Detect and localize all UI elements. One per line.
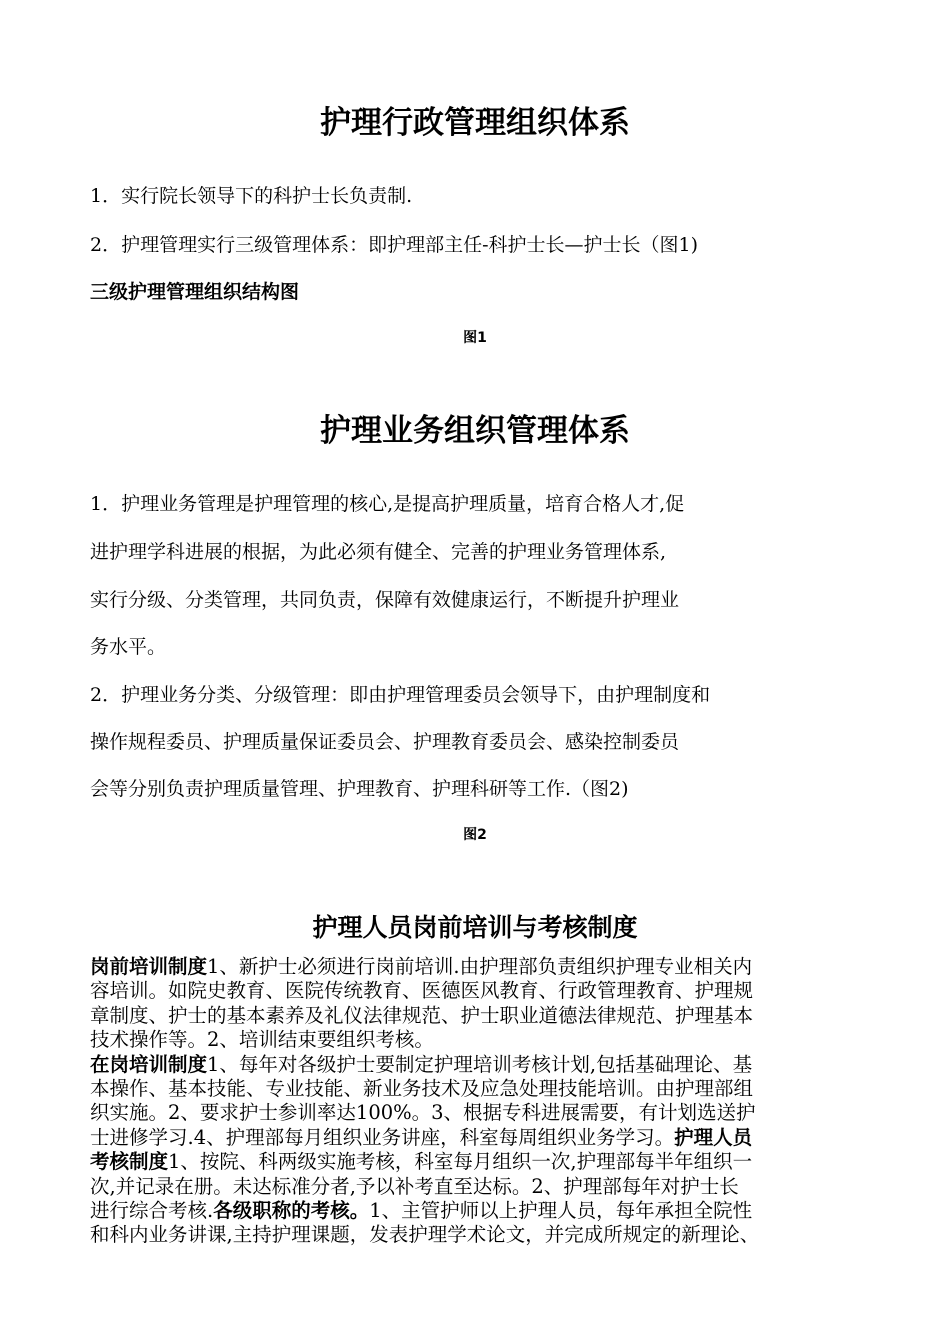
body-line: 进行综合考核.各级职称的考核。1、主管护师以上护理人员，每年承担全院性 xyxy=(90,1199,753,1223)
paragraph-line: 1．护理业务管理是护理管理的核心,是提高护理质量，培育合格人才,促 xyxy=(90,493,685,515)
body-line: 织实施。2、要求护士参训率达100%。3、根据专科进展需要，有计划选送护 xyxy=(90,1101,756,1125)
section-title-training: 护理人员岗前培训与考核制度 xyxy=(312,913,638,942)
body-line: 章制度、护士的基本素养及礼仪法律规范、护士职业道德法律规范、护理基本 xyxy=(90,1003,754,1027)
body-line: 本操作、基本技能、专业技能、新业务技术及应急处理技能培训。由护理部组 xyxy=(90,1077,754,1101)
figure-caption-2: 图2 xyxy=(463,827,487,843)
body-line: 次,并记录在册。未达标准分者,予以补考直至达标。2、护理部每年对护士长 xyxy=(90,1174,739,1198)
body-line: 容培训。如院史教育、医院传统教育、医德医风教育、行政管理教育、护理规 xyxy=(90,979,754,1003)
training-body xyxy=(90,955,870,1248)
paragraph-line: 务水平。 xyxy=(90,636,167,658)
body-line: 考核制度1、按院、科两级实施考核，科室每月组织一次,护理部每半年组织一 xyxy=(90,1150,753,1174)
inline-heading-on-job: 在岗培训制度 xyxy=(90,1052,208,1076)
paragraph-line: 操作规程委员、护理质量保证委员会、护理教育委员会、感染控制委员 xyxy=(90,731,680,753)
body-line: 岗前培训制度1、新护士必须进行岗前培训.由护理部负责组织护理专业相关内 xyxy=(90,955,753,978)
paragraph-line: 2．护理业务分类、分级管理：即由护理管理委员会领导下，由护理制度和 xyxy=(90,684,711,706)
section-title-business: 护理业务组织管理体系 xyxy=(320,413,630,449)
section-title-admin: 护理行政管理组织体系 xyxy=(320,105,630,141)
paragraph-item-2: 2．护理管理实行三级管理体系：即护理部主任-科护士长—护士长（图1) xyxy=(90,234,699,256)
subheading-org-chart: 三级护理管理组织结构图 xyxy=(90,281,300,303)
inline-heading-assessment: 考核制度 xyxy=(90,1150,169,1174)
inline-heading-staff: 护理人员 xyxy=(674,1125,753,1149)
figure-caption-1: 图1 xyxy=(463,330,487,346)
paragraph-line: 会等分别负责护理质量管理、护理教育、护理科研等工作.（图2) xyxy=(90,778,629,800)
inline-heading-titles: 各级职称的考核。 xyxy=(213,1199,370,1223)
inline-heading-pre-job: 岗前培训制度 xyxy=(90,955,208,978)
paragraph-line: 进护理学科进展的根据，为此必须有健全、完善的护理业务管理体系, xyxy=(90,541,667,563)
body-line: 在岗培训制度1、每年对各级护士要制定护理培训考核计划,包括基础理论、基 xyxy=(90,1052,753,1076)
paragraph-item-1: 1．实行院长领导下的科护士长负责制. xyxy=(90,185,413,207)
body-line: 士进修学习.4、护理部每月组织业务讲座，科室每周组织业务学习。护理人员 xyxy=(90,1125,753,1149)
body-line: 和科内业务讲课,主持护理课题，发表护理学术论文，并完成所规定的新理论、 xyxy=(90,1223,760,1247)
paragraph-line: 实行分级、分类管理，共同负责，保障有效健康运行，不断提升护理业 xyxy=(90,589,680,611)
body-line: 技术操作等。2、培训结束要组织考核。 xyxy=(90,1028,434,1052)
